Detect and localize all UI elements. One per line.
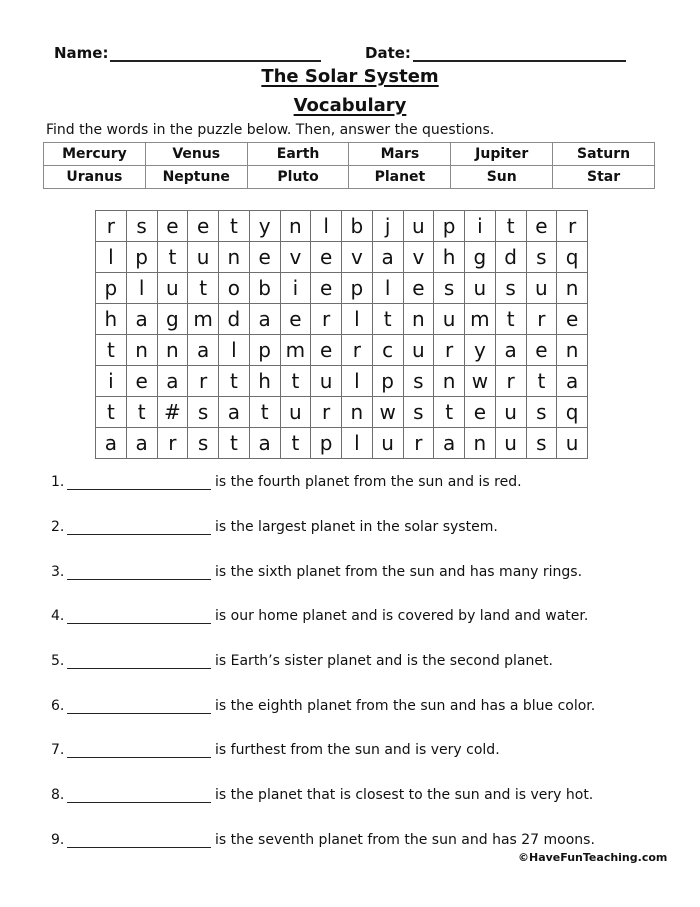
grid-cell[interactable]: s	[126, 211, 157, 242]
grid-cell[interactable]: q	[557, 397, 588, 428]
grid-cell[interactable]: v	[403, 242, 434, 273]
grid-cell[interactable]: p	[372, 366, 403, 397]
grid-cell[interactable]: m	[280, 335, 311, 366]
grid-row	[96, 366, 588, 397]
grid-cell[interactable]: c	[372, 335, 403, 366]
grid-cell[interactable]: n	[342, 397, 373, 428]
grid-cell[interactable]: r	[557, 211, 588, 242]
answer-blank[interactable]	[67, 743, 211, 758]
grid-cell[interactable]: e	[311, 335, 342, 366]
name-label: Name:	[54, 44, 109, 62]
name-blank-line[interactable]	[110, 44, 321, 62]
question-item	[51, 470, 522, 490]
grid-cell[interactable]: j	[372, 211, 403, 242]
grid-cell[interactable]: y	[249, 211, 280, 242]
grid-cell[interactable]: d	[219, 304, 250, 335]
word-bank-row	[44, 166, 655, 189]
grid-cell[interactable]: u	[465, 273, 496, 304]
grid-cell[interactable]: t	[249, 397, 280, 428]
question-text: is the fourth planet from the sun and is red.	[215, 474, 522, 490]
word-bank-word: Uranus	[44, 166, 146, 189]
grid-cell[interactable]: #	[157, 397, 188, 428]
word-bank-word: Star	[553, 166, 655, 189]
grid-row	[96, 242, 588, 273]
grid-cell[interactable]: s	[434, 273, 465, 304]
question-item	[51, 694, 595, 714]
grid-cell[interactable]: u	[557, 428, 588, 459]
grid-cell[interactable]: a	[372, 242, 403, 273]
grid-cell[interactable]: u	[188, 242, 219, 273]
grid-cell[interactable]: l	[342, 428, 373, 459]
grid-cell[interactable]: t	[126, 397, 157, 428]
grid-cell[interactable]: a	[249, 428, 280, 459]
grid-cell[interactable]: n	[157, 335, 188, 366]
grid-cell[interactable]: u	[403, 335, 434, 366]
date-blank-line[interactable]	[413, 44, 626, 62]
grid-cell[interactable]: p	[342, 273, 373, 304]
grid-cell[interactable]: u	[434, 304, 465, 335]
grid-cell[interactable]: t	[280, 428, 311, 459]
question-text: is the largest planet in the solar system.	[215, 519, 498, 535]
grid-cell[interactable]: o	[219, 273, 250, 304]
copyright-footer: ©HaveFunTeaching.com	[518, 851, 668, 864]
word-bank-word: Saturn	[553, 143, 655, 166]
page-title: The Solar System	[261, 66, 439, 87]
grid-cell[interactable]: d	[495, 242, 526, 273]
grid-cell[interactable]: r	[403, 428, 434, 459]
answer-blank[interactable]	[67, 833, 211, 848]
grid-row	[96, 397, 588, 428]
question-text: is the seventh planet from the sun and has 27 moons.	[215, 832, 595, 848]
grid-cell[interactable]: t	[372, 304, 403, 335]
word-bank-word: Pluto	[247, 166, 349, 189]
answer-blank[interactable]	[67, 788, 211, 803]
grid-cell[interactable]: i	[465, 211, 496, 242]
grid-cell[interactable]: t	[96, 397, 127, 428]
grid-row	[96, 273, 588, 304]
grid-cell[interactable]: s	[526, 242, 557, 273]
grid-cell[interactable]: h	[96, 304, 127, 335]
grid-cell[interactable]: i	[96, 366, 127, 397]
page-subtitle: Vocabulary	[293, 95, 407, 116]
word-bank-word: Mars	[349, 143, 451, 166]
grid-cell[interactable]: t	[96, 335, 127, 366]
grid-cell[interactable]: p	[249, 335, 280, 366]
date-label: Date:	[365, 44, 411, 62]
grid-row	[96, 304, 588, 335]
question-item	[51, 828, 595, 848]
grid-cell[interactable]: e	[526, 335, 557, 366]
grid-cell[interactable]: e	[403, 273, 434, 304]
answer-blank[interactable]	[67, 520, 211, 535]
question-number: 1.	[51, 474, 65, 490]
grid-cell[interactable]: s	[188, 397, 219, 428]
question-text: is the eighth planet from the sun and has a blue color.	[215, 698, 596, 714]
grid-cell[interactable]: n	[126, 335, 157, 366]
word-search-grid	[95, 210, 588, 459]
grid-cell[interactable]: a	[219, 397, 250, 428]
grid-cell[interactable]: e	[465, 397, 496, 428]
answer-blank[interactable]	[67, 475, 211, 490]
grid-cell[interactable]: b	[249, 273, 280, 304]
grid-cell[interactable]: h	[249, 366, 280, 397]
word-bank-word: Jupiter	[451, 143, 553, 166]
grid-cell[interactable]: t	[219, 211, 250, 242]
grid-cell[interactable]: t	[280, 366, 311, 397]
grid-cell[interactable]: l	[372, 273, 403, 304]
grid-cell[interactable]: l	[219, 335, 250, 366]
answer-blank[interactable]	[67, 565, 211, 580]
grid-cell[interactable]: u	[495, 397, 526, 428]
grid-cell[interactable]: u	[157, 273, 188, 304]
grid-cell[interactable]: u	[280, 397, 311, 428]
grid-cell[interactable]: w	[465, 366, 496, 397]
question-item	[51, 515, 498, 535]
grid-cell[interactable]: r	[526, 304, 557, 335]
grid-cell[interactable]: a	[126, 304, 157, 335]
grid-cell[interactable]: r	[157, 428, 188, 459]
grid-cell[interactable]: n	[465, 428, 496, 459]
grid-cell[interactable]: e	[249, 242, 280, 273]
word-bank-word: Earth	[247, 143, 349, 166]
grid-cell[interactable]: r	[96, 211, 127, 242]
grid-cell[interactable]: r	[311, 397, 342, 428]
grid-row	[96, 428, 588, 459]
grid-cell[interactable]: s	[526, 428, 557, 459]
grid-cell[interactable]: t	[188, 273, 219, 304]
date-field[interactable]	[365, 40, 626, 62]
grid-cell[interactable]: e	[126, 366, 157, 397]
question-number: 2.	[51, 519, 65, 535]
question-number: 6.	[51, 698, 65, 714]
grid-cell[interactable]: u	[403, 211, 434, 242]
grid-cell[interactable]: a	[96, 428, 127, 459]
grid-cell[interactable]: t	[434, 397, 465, 428]
word-bank-row	[44, 143, 655, 166]
grid-cell[interactable]: a	[157, 366, 188, 397]
grid-cell[interactable]: s	[403, 397, 434, 428]
question-text: is the planet that is closest to the sun and is very hot.	[215, 787, 594, 803]
question-number: 3.	[51, 564, 65, 580]
question-text: is Earth’s sister planet and is the second planet.	[215, 653, 553, 669]
grid-cell[interactable]: n	[557, 273, 588, 304]
grid-cell[interactable]: e	[188, 211, 219, 242]
grid-cell[interactable]: b	[342, 211, 373, 242]
grid-row	[96, 335, 588, 366]
grid-cell[interactable]: a	[557, 366, 588, 397]
grid-cell[interactable]: t	[219, 366, 250, 397]
name-field[interactable]	[54, 40, 321, 62]
grid-cell[interactable]: t	[157, 242, 188, 273]
grid-cell[interactable]: h	[434, 242, 465, 273]
word-bank-word: Neptune	[145, 166, 247, 189]
answer-blank[interactable]	[67, 699, 211, 714]
grid-cell[interactable]: l	[311, 211, 342, 242]
grid-cell[interactable]: e	[557, 304, 588, 335]
grid-cell[interactable]: a	[434, 428, 465, 459]
grid-cell[interactable]: l	[342, 366, 373, 397]
question-text: is the sixth planet from the sun and has many rings.	[215, 564, 583, 580]
grid-cell[interactable]: r	[495, 366, 526, 397]
word-bank-word: Venus	[145, 143, 247, 166]
question-item	[51, 783, 593, 803]
grid-cell[interactable]: l	[126, 273, 157, 304]
grid-cell[interactable]: e	[280, 304, 311, 335]
grid-cell[interactable]: u	[372, 428, 403, 459]
grid-cell[interactable]: s	[403, 366, 434, 397]
grid-cell[interactable]: e	[311, 273, 342, 304]
grid-cell[interactable]: r	[342, 335, 373, 366]
word-bank-table	[43, 142, 655, 189]
grid-cell[interactable]: t	[219, 428, 250, 459]
grid-cell[interactable]: r	[434, 335, 465, 366]
grid-cell[interactable]: u	[495, 428, 526, 459]
grid-cell[interactable]: e	[157, 211, 188, 242]
grid-cell[interactable]: s	[188, 428, 219, 459]
grid-cell[interactable]: e	[311, 242, 342, 273]
grid-cell[interactable]: i	[280, 273, 311, 304]
grid-cell[interactable]: r	[188, 366, 219, 397]
grid-cell[interactable]: y	[465, 335, 496, 366]
grid-cell[interactable]: u	[311, 366, 342, 397]
grid-cell[interactable]: a	[126, 428, 157, 459]
grid-cell[interactable]: p	[311, 428, 342, 459]
grid-cell[interactable]: p	[96, 273, 127, 304]
word-bank-word: Mercury	[44, 143, 146, 166]
grid-cell[interactable]: t	[495, 211, 526, 242]
grid-cell[interactable]: p	[126, 242, 157, 273]
question-number: 5.	[51, 653, 65, 669]
grid-cell[interactable]: a	[495, 335, 526, 366]
grid-cell[interactable]: l	[96, 242, 127, 273]
question-text: is our home planet and is covered by land and water.	[215, 608, 589, 624]
grid-cell[interactable]: n	[403, 304, 434, 335]
grid-cell[interactable]: w	[372, 397, 403, 428]
question-item	[51, 604, 588, 624]
question-number: 4.	[51, 608, 65, 624]
question-item	[51, 649, 553, 669]
question-item	[51, 738, 500, 758]
question-text: is furthest from the sun and is very cold.	[215, 742, 500, 758]
grid-cell[interactable]: u	[526, 273, 557, 304]
answer-blank[interactable]	[67, 609, 211, 624]
instructions: Find the words in the puzzle below. Then, answer the questions.	[46, 122, 495, 138]
grid-cell[interactable]: a	[249, 304, 280, 335]
grid-cell[interactable]: p	[434, 211, 465, 242]
question-number: 9.	[51, 832, 65, 848]
grid-cell[interactable]: t	[526, 366, 557, 397]
grid-cell[interactable]: a	[188, 335, 219, 366]
grid-cell[interactable]: n	[280, 211, 311, 242]
grid-cell[interactable]: s	[495, 273, 526, 304]
grid-cell[interactable]: n	[557, 335, 588, 366]
grid-row	[96, 211, 588, 242]
grid-cell[interactable]: r	[311, 304, 342, 335]
grid-cell[interactable]: q	[557, 242, 588, 273]
question-item	[51, 560, 582, 580]
grid-cell[interactable]: m	[465, 304, 496, 335]
question-number: 8.	[51, 787, 65, 803]
word-bank-word: Sun	[451, 166, 553, 189]
word-bank-word: Planet	[349, 166, 451, 189]
answer-blank[interactable]	[67, 654, 211, 669]
grid-cell[interactable]: m	[188, 304, 219, 335]
grid-cell[interactable]: v	[342, 242, 373, 273]
grid-cell[interactable]: v	[280, 242, 311, 273]
question-number: 7.	[51, 742, 65, 758]
grid-cell[interactable]: s	[526, 397, 557, 428]
grid-cell[interactable]: l	[342, 304, 373, 335]
grid-cell[interactable]: g	[157, 304, 188, 335]
grid-cell[interactable]: g	[465, 242, 496, 273]
grid-cell[interactable]: n	[219, 242, 250, 273]
grid-cell[interactable]: t	[495, 304, 526, 335]
grid-cell[interactable]: n	[434, 366, 465, 397]
grid-cell[interactable]: e	[526, 211, 557, 242]
